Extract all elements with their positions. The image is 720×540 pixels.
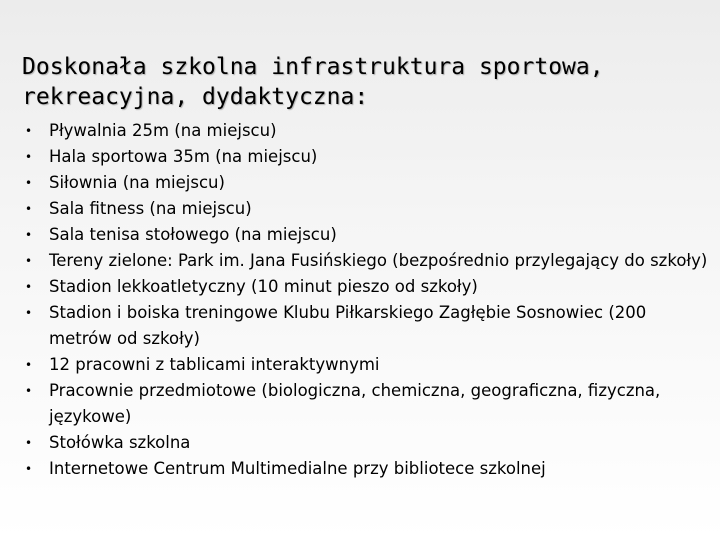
bullet-icon: • <box>25 358 33 372</box>
bullet-icon: • <box>25 176 33 190</box>
list-item-text: 12 pracowni z tablicami interaktywnymi <box>49 355 380 374</box>
list-item-text: Hala sportowa 35m (na miejscu) <box>49 147 318 166</box>
slide-title-line-1: Doskonała szkolna infrastruktura sportowa, <box>22 54 604 80</box>
bullet-icon: • <box>25 124 33 138</box>
bullet-icon: • <box>25 254 33 268</box>
list-item <box>22 144 712 170</box>
list-item <box>22 274 712 300</box>
slide-title-line-2: rekreacyjna, dydaktyczna: <box>22 84 369 110</box>
slide-title <box>22 52 702 112</box>
list-item-text: Stołówka szkolna <box>49 433 191 452</box>
list-item <box>22 196 712 222</box>
bullet-icon: • <box>25 462 33 476</box>
list-item <box>22 222 712 248</box>
bullet-icon: • <box>25 280 33 294</box>
bullet-icon: • <box>25 202 33 216</box>
list-item <box>22 300 712 352</box>
list-item-text: Siłownia (na miejscu) <box>49 173 225 192</box>
bullet-icon: • <box>25 384 33 398</box>
bullet-icon: • <box>25 436 33 450</box>
list-item <box>22 118 712 144</box>
list-item <box>22 456 712 482</box>
list-item-text: Pracownie przedmiotowe (biologiczna, chemiczna, geograficzna, fizyczna, językowe) <box>49 381 661 426</box>
list-item-text: Internetowe Centrum Multimedialne przy bibliotece szkolnej <box>49 459 546 478</box>
bullet-icon: • <box>25 150 33 164</box>
list-item-text: Stadion lekkoatletyczny (10 minut pieszo od szkoły) <box>49 277 478 296</box>
list-item-text: Pływalnia 25m (na miejscu) <box>49 121 277 140</box>
list-item <box>22 378 712 430</box>
bullet-icon: • <box>25 306 33 320</box>
bullet-icon: • <box>25 228 33 242</box>
bullet-list <box>22 118 712 482</box>
list-item-text: Sala fitness (na miejscu) <box>49 199 252 218</box>
list-item <box>22 248 712 274</box>
list-item <box>22 430 712 456</box>
list-item-text: Sala tenisa stołowego (na miejscu) <box>49 225 337 244</box>
list-item-text: Tereny zielone: Park im. Jana Fusińskiego (bezpośrednio przylegający do szkoły) <box>49 251 708 270</box>
list-item <box>22 170 712 196</box>
list-item-text: Stadion i boiska treningowe Klubu Piłkarskiego Zagłębie Sosnowiec (200 metrów od szkoły) <box>49 303 647 348</box>
list-item <box>22 352 712 378</box>
